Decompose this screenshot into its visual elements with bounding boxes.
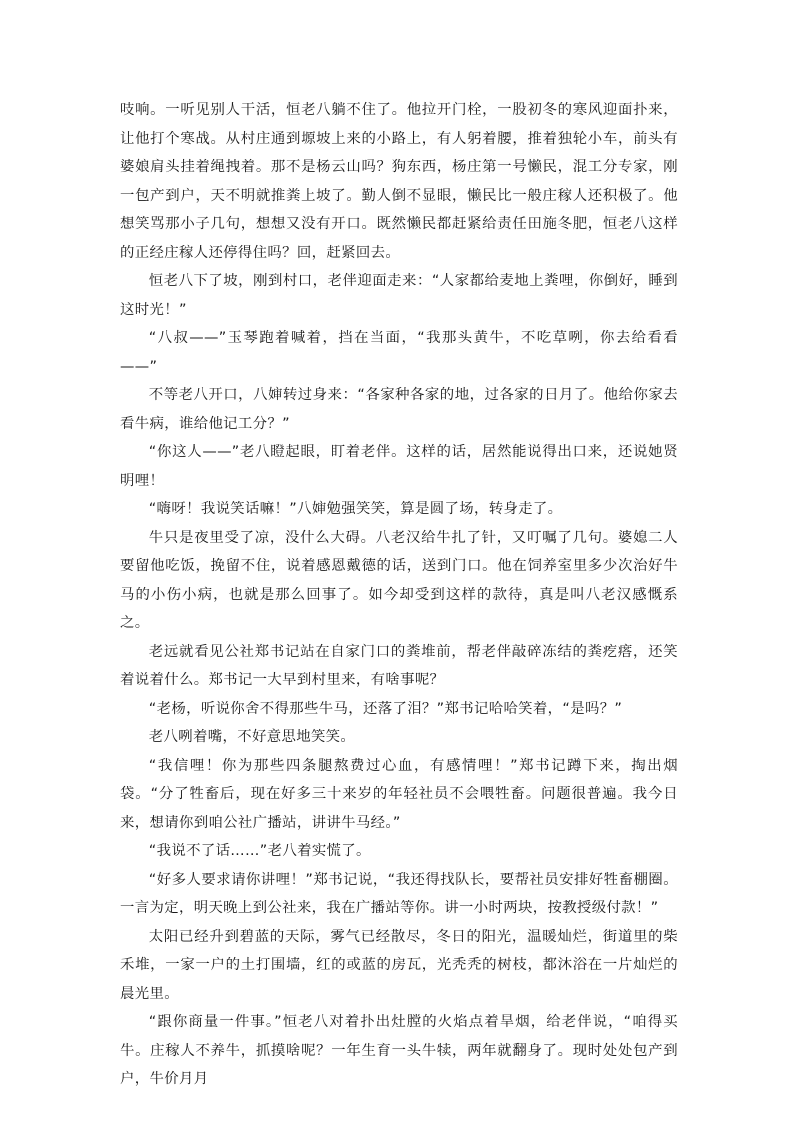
document-page	[120, 96, 678, 1094]
paragraph-2: 恒老八下了坡，刚到村口，老伴迎面走来：“人家都给麦地上粪哩，你倒好，睡到这时光！”	[120, 273, 678, 318]
paragraph-11: “我信哩！你为那些四条腿熬费过心血，有感情哩！”郑书记蹲下来，掏出烟袋。“分了牲畜后，现在好多三十来岁的年轻社员不会喂牲畜。问题很普遍。我今日来，想请你到咱公社广播站，讲讲牛马经。”	[120, 757, 678, 831]
paragraph-6: “嗨呀！我说笑话嘛！”八婶勉强笑笑，算是圆了场，转身走了。	[148, 501, 563, 517]
paragraph-14: 太阳已经升到碧蓝的天际，雾气已经散尽，冬日的阳光，温暖灿烂，街道里的柴禾堆，一家一户的土打围墙，红的或蓝的房瓦，光秃秃的树枝，都沐浴在一片灿烂的晨光里。	[120, 928, 678, 1002]
paragraph-3: “八叔——”玉琴跑着喊着，挡在当面，“我那头黄牛，不吃草咧，你去给看看——”	[120, 330, 678, 375]
paragraph-15: “跟你商量一件事。”恒老八对着扑出灶膛的火焰点着旱烟，给老伴说，“咱得买牛。庄稼人不养牛，抓摸啥呢？一年生育一头牛犊，两年就翻身了。现时处处包产到户，牛价月月	[120, 1014, 678, 1087]
paragraph-5: “你这人——”老八瞪起眼，盯着老伴。这样的话，居然能说得出口来，还说她贤明哩！	[120, 444, 678, 489]
paragraph-9: “老杨，听说你舍不得那些牛马，还落了泪？”郑书记哈哈笑着，“是吗？”	[148, 700, 623, 717]
paragraph-7: 牛只是夜里受了凉，没什么大碍。八老汉给牛扎了针，又叮嘱了几句。婆媳二人要留他吃饭，挽留不住，说着感恩戴德的话，送到门口。他在饲养室里多少次治好牛马的小伤小病，也就是那么回事了。如今却受到这样的款待，真是叫八老汉感慨系之。	[120, 529, 678, 631]
paragraph-12: “我说不了话……”老八着实慌了。	[148, 843, 371, 859]
paragraph-13: “好多人要求请你讲哩！”郑书记说，“我还得找队长，要帮社员安排好牲畜棚圈。一言为定，明天晚上到公社来，我在广播站等你。讲一小时两块，按教授级付款！”	[120, 871, 678, 916]
paragraph-4: 不等老八开口，八婶转过身来：“各家种各家的地，过各家的日月了。他给你家去看牛病，谁给他记工分？”	[120, 387, 678, 432]
paragraph-1: 吱响。一听见别人干活，恒老八躺不住了。他拉开门栓，一股初冬的寒风迎面扑来，让他打个寒战。从村庄通到塬坡上来的小路上，有人躬着腰，推着独轮小车，前头有婆娘肩头挂着绳拽着。那不是杨云山吗？狗东西，杨庄第一号懒民，混工分专家，刚一包产到户，天不明就推粪上坡了。勤人倒不显眼，懒民比一般庄稼人还积极了。他想笑骂那小子几句，想想又没有开口。既然懒民都赶紧给责任田施冬肥，恒老八这样的正经庄稼人还停得住吗？回，赶紧回去。	[120, 102, 678, 261]
paragraph-8: 老远就看见公社郑书记站在自家门口的粪堆前，帮老伴敲碎冻结的粪疙瘩，还笑着说着什么。郑书记一大早到村里来，有啥事呢？	[120, 643, 678, 688]
paragraph-10: 老八咧着嘴，不好意思地笑笑。	[148, 729, 356, 745]
